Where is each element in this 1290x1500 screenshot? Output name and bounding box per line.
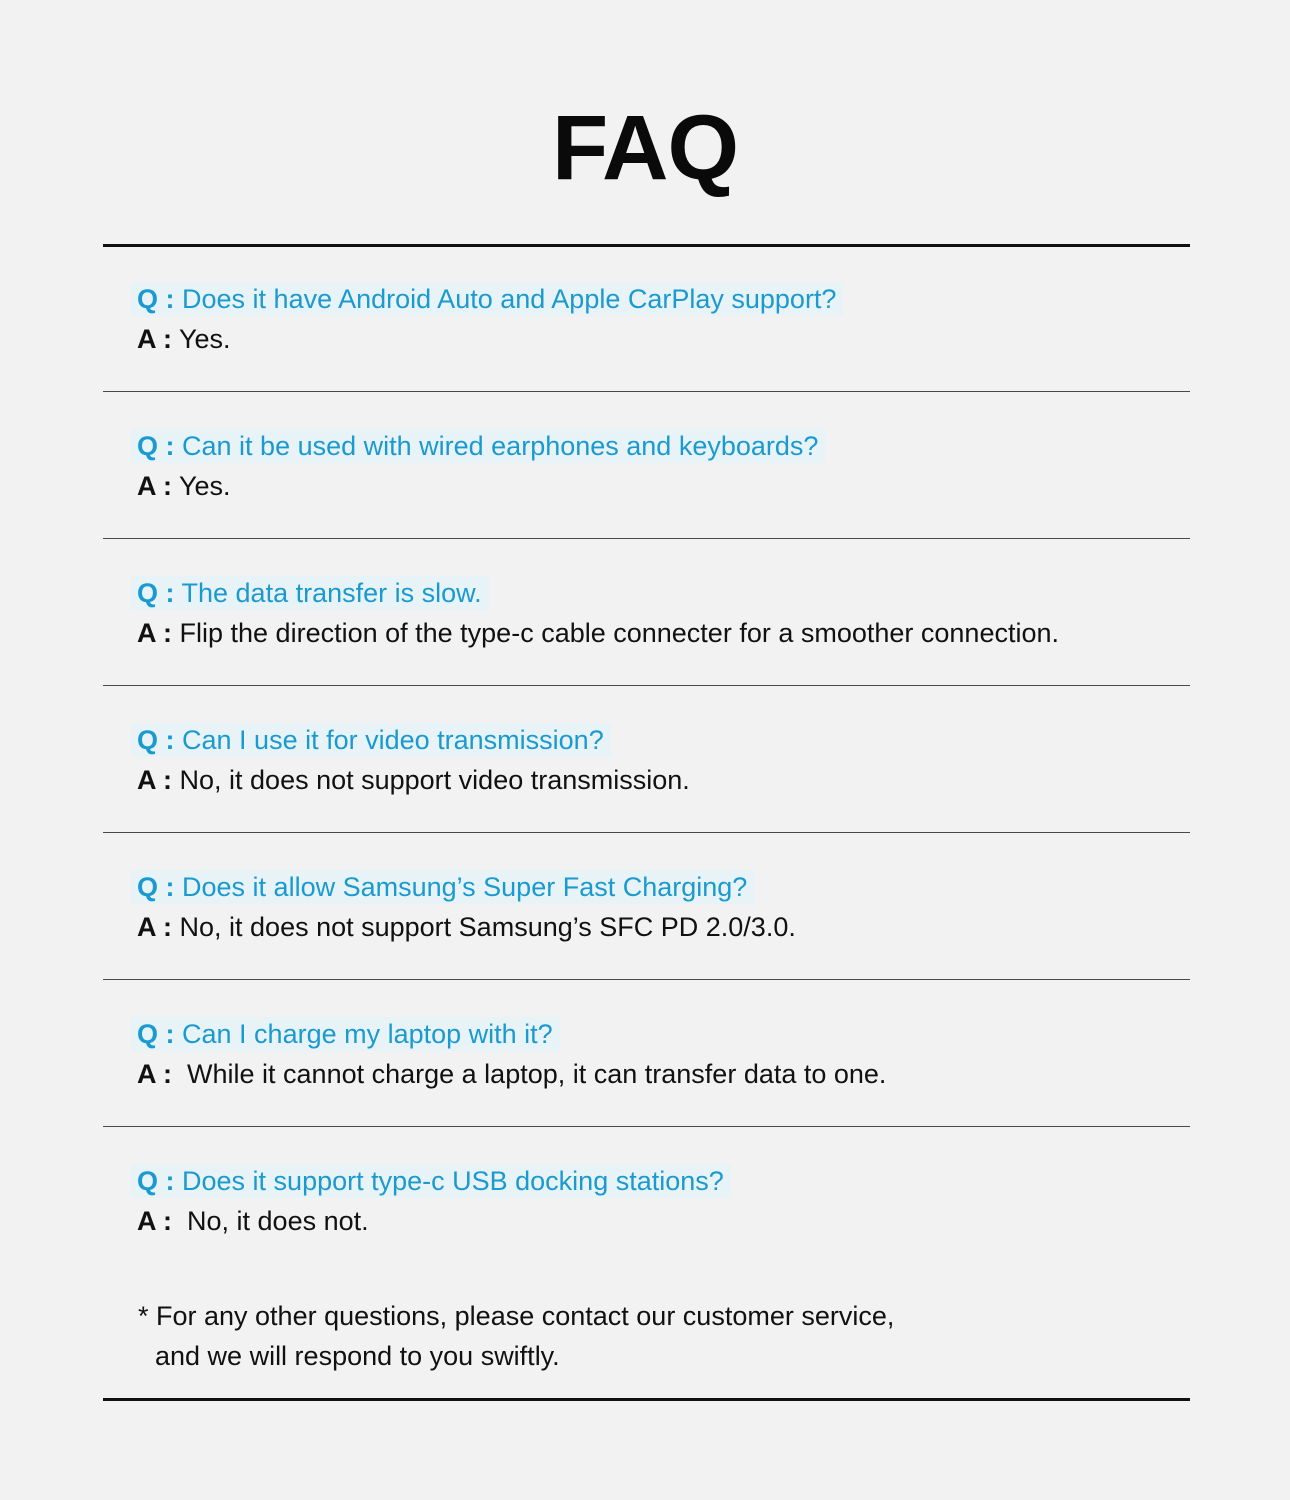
faq-question [131, 1164, 731, 1198]
question-prefix: Q : [137, 725, 175, 755]
answer-prefix: A : [137, 324, 172, 354]
faq-question [131, 576, 489, 610]
top-divider [103, 244, 1190, 247]
faq-question [131, 870, 754, 904]
bottom-divider [103, 1398, 1190, 1401]
answer-prefix: A : [137, 1059, 172, 1089]
item-divider [103, 832, 1190, 833]
faq-item [131, 723, 1191, 797]
question-prefix: Q : [137, 578, 175, 608]
faq-answer [131, 616, 1191, 650]
faq-answer [131, 469, 1191, 503]
answer-prefix: A : [137, 1206, 172, 1236]
faq-question [131, 1017, 560, 1051]
faq-question [131, 723, 611, 757]
answer-text: No, it does not. [179, 1206, 369, 1236]
faq-item [131, 870, 1191, 944]
footnote-line: * For any other questions, please contact our customer service, [138, 1301, 895, 1331]
faq-answer [131, 1057, 1191, 1091]
item-divider [103, 391, 1190, 392]
answer-text: While it cannot charge a laptop, it can transfer data to one. [179, 1059, 887, 1089]
answer-text: Yes. [179, 324, 231, 354]
answer-prefix: A : [137, 765, 172, 795]
answer-text: Flip the direction of the type-c cable connecter for a smoother connection. [179, 618, 1059, 648]
item-divider [103, 979, 1190, 980]
question-prefix: Q : [137, 872, 175, 902]
faq-item [131, 1017, 1191, 1091]
faq-question [131, 282, 843, 316]
question-prefix: Q : [137, 1166, 175, 1196]
item-divider [103, 538, 1190, 539]
faq-answer [131, 1204, 1191, 1238]
faq-item [131, 429, 1191, 503]
question-prefix: Q : [137, 284, 175, 314]
page-title: FAQ [551, 97, 739, 199]
question-text: Does it have Android Auto and Apple CarPlay support? [182, 284, 837, 314]
faq-item [131, 576, 1191, 650]
faq-question [131, 429, 825, 463]
footnote [138, 1296, 894, 1376]
answer-text: No, it does not support video transmission. [179, 765, 690, 795]
question-text: The data transfer is slow. [181, 578, 482, 608]
answer-text: No, it does not support Samsung’s SFC PD 2.0/3.0. [179, 912, 796, 942]
answer-prefix: A : [137, 618, 172, 648]
footnote-line: and we will respond to you swiftly. [155, 1341, 560, 1371]
question-prefix: Q : [137, 1019, 175, 1049]
question-prefix: Q : [137, 431, 175, 461]
answer-prefix: A : [137, 471, 172, 501]
faq-answer [131, 910, 1191, 944]
question-text: Can I charge my laptop with it? [182, 1019, 553, 1049]
question-text: Can it be used with wired earphones and keyboards? [182, 431, 819, 461]
item-divider [103, 685, 1190, 686]
faq-item [131, 1164, 1191, 1238]
answer-prefix: A : [137, 912, 172, 942]
faq-answer [131, 763, 1191, 797]
answer-text: Yes. [179, 471, 231, 501]
question-text: Does it support type-c USB docking stations? [182, 1166, 724, 1196]
faq-item [131, 282, 1191, 356]
question-text: Can I use it for video transmission? [182, 725, 604, 755]
item-divider [103, 1126, 1190, 1127]
faq-answer [131, 322, 1191, 356]
question-text: Does it allow Samsung’s Super Fast Charging? [182, 872, 748, 902]
